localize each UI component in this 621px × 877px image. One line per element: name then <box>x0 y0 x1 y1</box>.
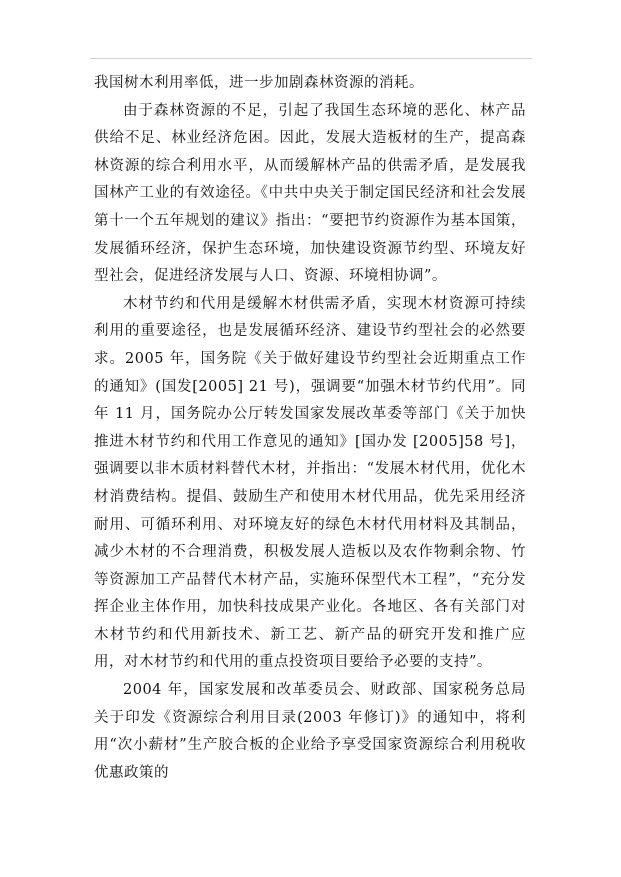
paragraph-continuation: 我国树木利用率低，进一步加剧森林资源的消耗。 <box>94 75 424 91</box>
paragraph-wood-saving: 木材节约和代用是缓解木材供需矛盾，实现木材资源可持续利用的重要途径，也是发展循环经济、建设节约型社会的必然要求。2005 年，国务院《关于做好建设节约型社会近期重点工作的通知》(国发[2005] 21 号)，强调要“加强木材节约代用”。同年 11 月，国务院办公厅转发国家发展改革委等部门《关于加快推进木材节约和代用工作意见的通知》[国办发 [2005]58 号]，强调要以非木质材料替代木材，并指出：“发展木材代用，优化木材消费结构。提倡、鼓励生产和使用木材代用品，优先采用经济耐用、可循环利用、对环境友好的绿色木材代用材料及其制品，减少木材的不合理消费，积极发展人造板以及农作物剩余物、竹等资源加工产品替代木材产品，实施环保型代木工程”，“充分发挥企业主体作用，加快科技成果产业化。各地区、各有关部门对木材节约和代用新技术、新工艺、新产品的研究开发和推广应用，对木材节约和代用的重点投资项目要给予必要的支持”。 <box>94 295 526 671</box>
paragraph-forest-resources: 由于森林资源的不足，引起了我国生态环境的恶化、林产品供给不足、林业经济危困。因此，发展大造板材的生产，提高森林资源的综合利用水平，从而缓解林产品的供需矛盾，是发展我国林产工业的有效途径。《中共中央关于制定国民经济和社会发展第十一个五年规划的建议》指出：“要把节约资源作为基本国策，发展循环经济，保护生态环境，加快建设资源节约型、环境友好型社会，促进经济发展与人口、资源、环境相协调”。 <box>94 102 526 285</box>
header-divider <box>90 58 532 59</box>
paragraph-2004-policy: 2004 年，国家发展和改革委员会、财政部、国家税务总局关于印发《资源综合利用目录(2003 年修订)》的通知中，将利用“次小薪材”生产胶合板的企业给予享受国家资源综合利用税收优惠政策的 <box>94 682 526 781</box>
body-text <box>94 70 526 787</box>
